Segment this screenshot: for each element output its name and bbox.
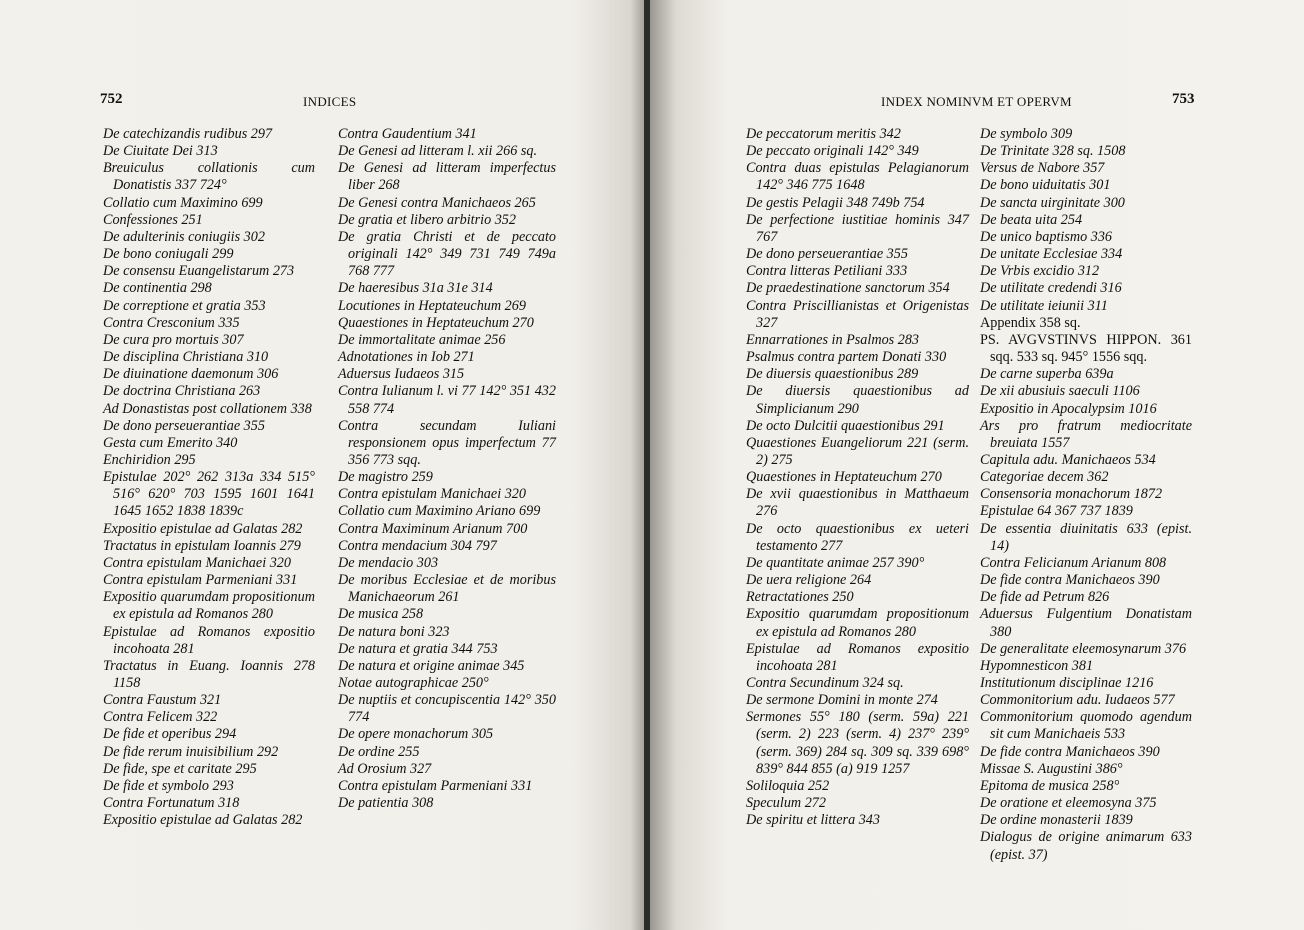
index-entry: De doctrina Christiana 263 [103,383,261,400]
index-entry: Categoriae decem 362 [980,469,1109,486]
index-entry: De correptione et gratia 353 [103,297,266,314]
index-entry: De diuersis quaestionibus 289 [746,366,919,383]
index-entry: De Ciuitate Dei 313 [103,143,218,160]
page-number-left: 752 [100,91,123,107]
index-entry: De perfectione iustitiae hominis 347 767 [746,211,969,245]
index-entry: De carne superba 639a [980,366,1114,383]
index-entry: De musica 258 [338,606,424,623]
index-entry: De ordine 255 [338,743,420,760]
index-entry: Contra Priscillianistas et Origenistas 327 [746,297,969,331]
index-entry: De fide contra Manichaeos 390 [980,572,1160,589]
index-column-left-2 [338,126,556,812]
index-entry: De Genesi ad litteram imperfectus liber 268 [338,160,556,194]
index-entry: Ad Orosium 327 [338,760,432,777]
index-entry: De Trinitate 328 sq. 1508 [980,143,1126,160]
index-entry: De utilitate credendi 316 [980,280,1122,297]
index-entry: Commonitorium adu. Iudaeos 577 [980,692,1175,709]
index-entry: De nuptiis et concupiscentia 142° 350 774 [338,692,556,726]
index-column-left-1 [103,126,315,829]
index-entry: Retractationes 250 [746,589,854,606]
index-entry: Confessiones 251 [103,211,203,228]
index-entry: Collatio cum Maximino 699 [103,194,263,211]
index-entry: Versus de Nabore 357 [980,160,1105,177]
index-entry: Ennarrationes in Psalmos 283 [746,331,920,348]
index-entry: Quaestiones in Heptateuchum 270 [746,469,942,486]
left-page [0,0,650,930]
index-entry: De xii abusiuis saeculi 1106 [980,383,1140,400]
index-entry: De peccatorum meritis 342 [746,126,901,142]
index-entry: Contra epistulam Parmeniani 331 [338,777,533,794]
index-entry: De sancta uirginitate 300 [980,194,1125,211]
index-entry: De utilitate ieiunii 311 [980,297,1108,314]
index-entry: De consensu Euangelistarum 273 [103,263,295,280]
index-entry: De mendacio 303 [338,554,439,571]
index-column-right-2 [980,126,1192,864]
index-entry: Contra Felicianum Arianum 808 [980,554,1167,571]
index-entry: Breuiculus collationis cum Donatistis 337 724° [103,160,315,194]
index-entry: Epitoma de musica 258° [980,777,1120,794]
right-page [650,0,1304,930]
running-head-left: INDICES [303,94,357,109]
index-entry: Dialogus de origine animarum 633 (epist. 37) [980,829,1192,863]
index-entry: De fide contra Manichaeos 390 [980,743,1160,760]
index-entry: Quaestiones in Heptateuchum 270 [338,314,534,331]
index-entry: Gesta cum Emerito 340 [103,434,238,451]
index-entry: De spiritu et littera 343 [746,812,880,829]
index-entry: De uera religione 264 [746,572,872,589]
index-entry: De Vrbis excidio 312 [980,263,1100,280]
index-entry: Consensoria monachorum 1872 [980,486,1163,503]
index-entry: Expositio epistulae ad Galatas 282 [103,520,303,537]
index-entry: De Genesi contra Manichaeos 265 [338,194,536,211]
index-entry: De patientia 308 [338,795,434,812]
index-entry: De essentia diuinitatis 633 (epist. 14) [980,520,1192,554]
index-entry: De continentia 298 [103,280,212,297]
index-entry: De bono uiduitatis 301 [980,177,1111,194]
index-entry: Contra epistulam Parmeniani 331 [103,572,298,589]
index-entry: Hypomnesticon 381 [980,657,1094,674]
index-entry: Contra mendacium 304 797 [338,537,497,554]
index-entry: De disciplina Christiana 310 [103,349,269,366]
index-entry: De xvii quaestionibus in Matthaeum 276 [746,486,969,520]
index-entry: De natura et origine animae 345 [338,657,525,674]
index-entry: De ordine monasterii 1839 [980,812,1133,829]
index-entry: Contra Fortunatum 318 [103,795,240,812]
index-entry: Ars pro fratrum mediocritate breuiata 1557 [980,417,1192,451]
index-entry: Appendix 358 sq. [980,314,1081,331]
index-entry: De generalitate eleemosynarum 376 [980,640,1187,657]
index-entry: De gratia Christi et de peccato originali 142° 349 731 749 749a 768 777 [338,228,556,280]
index-entry: Epistulae ad Romanos expositio incohoata 281 [746,640,969,674]
index-entry: Institutionum disciplinae 1216 [980,675,1154,691]
index-entry: De magistro 259 [338,469,433,486]
index-entry: Contra epistulam Manichaei 320 [103,554,291,571]
index-entry: De fide, spe et caritate 295 [103,760,257,777]
index-entry: De adulterinis coniugiis 302 [103,228,265,245]
index-entry: Quaestiones Euangeliorum 221 (serm. 2) 275 [746,434,969,468]
index-entry: De gratia et libero arbitrio 352 [338,211,516,228]
index-entry: Missae S. Augustini 386° [980,760,1123,777]
index-entry: Epistulae 202° 262 313a 334 515° 516° 620° 703 1595 1601 1641 1645 1652 1838 1839c [103,469,315,520]
index-entry: Speculum 272 [746,795,826,812]
index-entry: De oratione et eleemosyna 375 [980,795,1157,812]
index-entry: De unitate Ecclesiae 334 [980,246,1123,263]
index-entry: De dono perseuerantiae 355 [746,246,908,263]
index-entry: Sermones 55° 180 (serm. 59a) 221 (serm. 2) 223 (serm. 4) 237° 239° (serm. 369) 284 sq. 309 sq. 339 698° 839° 844 855 (a) 919 1257 [746,709,969,777]
index-entry: Contra litteras Petiliani 333 [746,263,908,280]
index-entry: De octo quaestionibus ex ueteri testamento 277 [746,520,969,554]
index-entry: De peccato originali 142° 349 [746,143,919,160]
index-entry: Contra Maximinum Arianum 700 [338,520,528,537]
index-entry: De Genesi ad litteram l. xii 266 sq. [338,143,537,160]
index-entry: Contra epistulam Manichaei 320 [338,486,526,503]
index-entry: De opere monachorum 305 [338,726,494,743]
index-entry: Capitula adu. Manichaeos 534 [980,451,1156,468]
index-entry: Aduersus Fulgentium Donatistam 380 [980,606,1192,640]
index-entry: Expositio epistulae ad Galatas 282 [103,812,303,829]
index-entry: De fide ad Petrum 826 [980,589,1110,606]
index-entry: Epistulae ad Romanos expositio incohoata 281 [103,623,315,657]
index-entry: Aduersus Iudaeos 315 [338,366,465,383]
index-entry: De dono perseuerantiae 355 [103,417,265,434]
index-entry: Expositio quarumdam propositionum ex epistula ad Romanos 280 [746,606,969,640]
index-entry: De immortalitate animae 256 [338,331,506,348]
index-entry: Tractatus in epistulam Ioannis 279 [103,537,301,554]
index-entry: Adnotationes in Iob 271 [338,349,475,366]
running-head-right: INDEX NOMINVM ET OPERVM [881,94,1072,109]
index-entry: Psalmus contra partem Donati 330 [746,349,947,366]
index-entry: Contra secundam Iuliani responsionem opus imperfectum 77 356 773 sqq. [338,417,556,468]
index-entry: De beata uita 254 [980,211,1083,228]
index-entry: PS. AVGVSTINVS HIPPON. 361 sqq. 533 sq. 945° 1556 sqq. [980,331,1192,366]
index-entry: De natura boni 323 [338,623,450,640]
index-entry: De fide rerum inuisibilium 292 [103,743,279,760]
index-entry: Locutiones in Heptateuchum 269 [338,297,526,314]
index-entry: De natura et gratia 344 753 [338,640,498,657]
index-entry: Epistulae 64 367 737 1839 [980,503,1133,520]
index-entry: Contra duas epistulas Pelagianorum 142° 346 775 1648 [746,160,969,194]
index-entry: De bono coniugali 299 [103,246,234,263]
index-entry: De catechizandis rudibus 297 [103,126,273,142]
index-entry: De gestis Pelagii 348 749b 754 [746,194,925,211]
index-entry: Ad Donastistas post collationem 338 [103,400,312,417]
index-entry: De sermone Domini in monte 274 [746,692,938,709]
index-entry: De haeresibus 31a 31e 314 [338,280,493,297]
index-entry: De praedestinatione sanctorum 354 [746,280,950,297]
index-entry: Collatio cum Maximino Ariano 699 [338,503,541,520]
index-entry: Contra Gaudentium 341 [338,126,477,142]
index-entry: Contra Secundinum 324 sq. [746,675,904,691]
index-entry: De cura pro mortuis 307 [103,331,244,348]
index-entry: De fide et symbolo 293 [103,777,234,794]
index-entry: De quantitate animae 257 390° [746,554,925,571]
index-entry: De moribus Ecclesiae et de moribus Manichaeorum 261 [338,572,556,606]
index-entry: Contra Iulianum l. vi 77 142° 351 432 558 774 [338,383,556,417]
index-entry: Expositio in Apocalypsim 1016 [980,400,1157,417]
index-entry: De symbolo 309 [980,126,1073,142]
index-entry: Contra Faustum 321 [103,692,222,709]
index-entry: Contra Cresconium 335 [103,314,240,331]
index-entry: De diuersis quaestionibus ad Simplicianum 290 [746,383,969,417]
index-entry: De unico baptismo 336 [980,228,1113,245]
index-entry: De diuinatione daemonum 306 [103,366,279,383]
index-entry: De octo Dulcitii quaestionibus 291 [746,417,945,434]
index-entry: Notae autographicae 250° [338,675,489,691]
index-entry: Contra Felicem 322 [103,709,218,726]
index-entry: Expositio quarumdam propositionum ex epistula ad Romanos 280 [103,589,315,623]
index-column-right-1 [746,126,969,829]
index-entry: Enchiridion 295 [103,451,196,468]
index-entry: De fide et operibus 294 [103,726,237,743]
index-entry: Commonitorium quomodo agendum sit cum Manichaeis 533 [980,709,1192,743]
page-number-right: 753 [1172,91,1195,107]
index-entry: Soliloquia 252 [746,777,830,794]
index-entry: Tractatus in Euang. Ioannis 278 1158 [103,657,315,691]
